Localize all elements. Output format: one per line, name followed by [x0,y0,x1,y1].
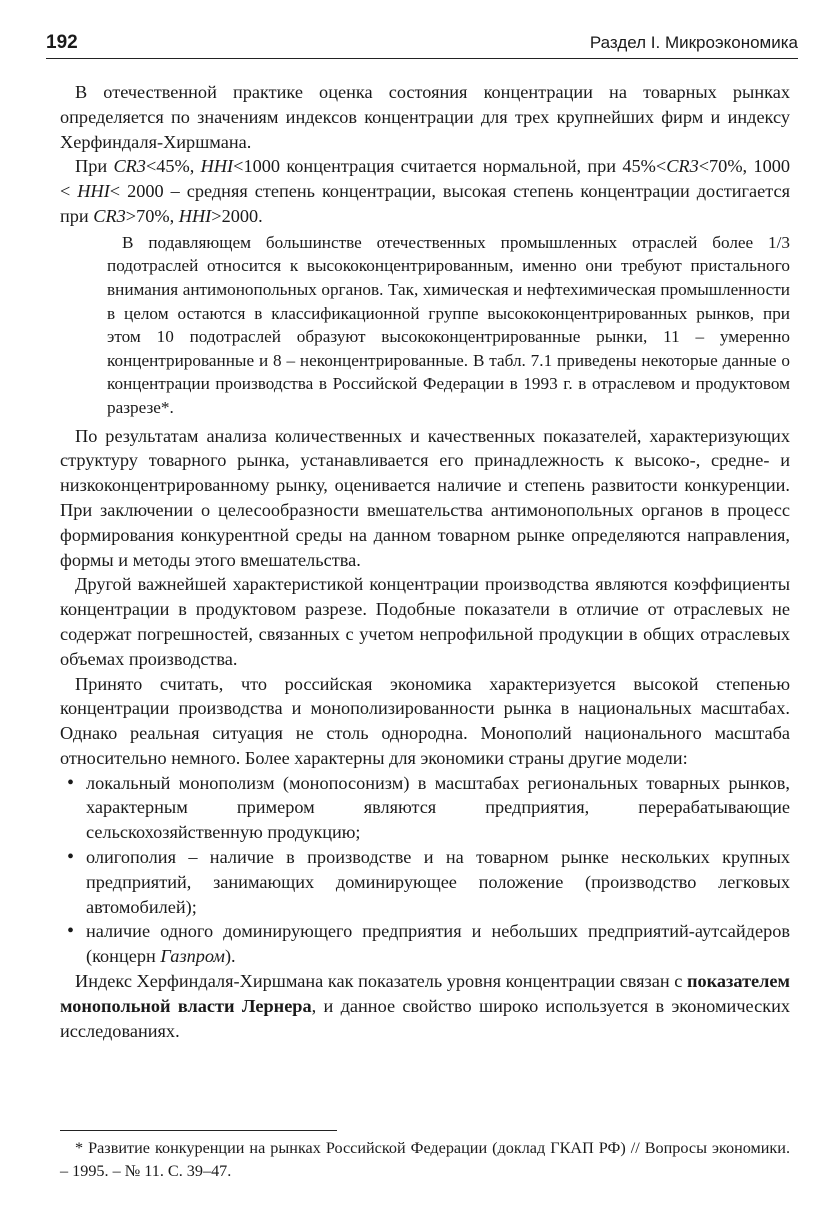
footnote: * Развитие конкуренции на рынках Российской Федерации (доклад ГКАП РФ) // Вопросы экономики. – 1995. – № 11. С. 39–47. [60,1139,790,1180]
page-number: 192 [46,32,78,53]
cr3-term: CR3 [113,156,146,177]
text: < 2000 – средняя степень концентрации, высокая степень концентрации достигается при [60,181,790,226]
gazprom-term: Газпром [160,946,225,967]
text: <1000 концентрация считается нормальной, при 45%< [233,156,667,177]
bullet-list [60,771,790,969]
paragraph-2 [60,154,790,228]
hhi-term: HHI [77,181,110,202]
text: >2000. [211,205,263,226]
footnote-divider [60,1130,337,1131]
lerner-term: показателем монопольной власти Лернера [60,971,790,1016]
paragraph-6: Принято считать, что российская экономика характеризуется высокой степенью концентрации производства и монополизированности рынка в национальных масштабах. Однако реальная ситуация не столь однородна. Монополий национального масштаба относительно немного. Более характерны для экономики страны другие модели: [60,673,790,768]
text: >70%, [125,205,179,226]
text: <45%, [145,156,201,177]
cr3-term: CR3 [666,156,699,177]
paragraph-7 [60,969,790,1043]
page-body [60,80,790,1043]
list-item [60,919,790,969]
text: Индекс Херфиндаля-Хиршмана как показатель уровня концентрации связан с [75,971,687,992]
page-header [46,28,798,59]
text: При [75,156,114,177]
list-item: • олигополия – наличие в производстве и на товарном рынке нескольких крупных предприятий, занимающих доминирующее положение (производство легковых автомобилей); [60,845,790,919]
section-title: Раздел I. Микроэкономика [589,33,798,52]
text: , и данное свойство широко используется в экономических исследованиях. [60,995,790,1041]
text: <70%, 1000 < [60,156,790,202]
cr3-term: CR3 [93,205,126,226]
paragraph-5: Другой важнейшей характеристикой концентрации производства являются коэффициенты концентрации в продуктовом разрезе. Подобные показатели в отличие от отраслевых не содержат погрешностей, связанных с учетом непрофильной продукции в общих отраслевых объемах производства. [60,574,790,669]
text: ). [224,946,236,967]
paragraph-3-small: В подавляющем большинстве отечественных промышленных отраслей более 1/3 подотраслей относится к высококонцентрированным, именно они требуют пристального внимания антимонопольных органов. Так, химическая и нефтехимическая промышленности в целом остаются в классификационной группе высококонцентрированных рынков, при этом 10 подотраслей образуют высококонцентрированные рынки, 11 – умеренно концентрированные и 8 – неконцентрированные. В табл. 7.1 приведены некоторые данные о концентрации производства в Российской Федерации в 1993 г. в отраслевом и продуктовом разрезе*. [107,232,790,417]
text: наличие одного доминирующего предприятия и небольших предприятий-аутсайдеров (концерн [86,921,790,967]
paragraph-1: В отечественной практике оценка состояния концентрации на товарных рынках определяется по значениям индексов концентрации для трех крупнейших фирм и индексу Херфиндаля-Хиршмана. [60,82,790,152]
hhi-term: HHI [200,156,234,177]
paragraph-4: По результатам анализа количественных и качественных показателей, характеризующих структуру товарного рынка, устанавливается его принадлежность к высоко-, средне- и низкоконцентрированному рынку, оценивается наличие и степень развитости конкуренции. При заключении о целесообразности вмешательства антимонопольных органов в процесс формирования конкурентной среды на данном товарном рынке определяются направления, формы и методы этого вмешательства. [60,425,790,570]
list-item: • локальный монополизм (монопосонизм) в масштабах региональных товарных рынков, характерным примером являются предприятия, перерабатывающие сельскохозяйственную продукцию; [60,771,790,845]
hhi-term: HHI [178,205,212,226]
